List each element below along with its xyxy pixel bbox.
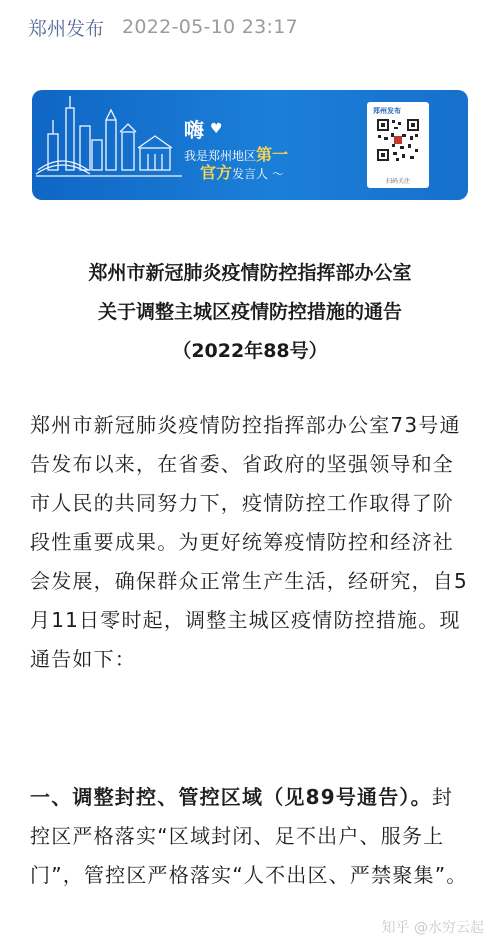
banner-greeting: 嗨 ♥ <box>184 118 223 142</box>
notice-paragraph-1: 郑州市新冠肺炎疫情防控指挥部办公室73号通告发布以来，在省委、省政府的坚强领导和全市人民的共同努力下，疫情防控工作取得了阶段性重要成果。为更好统筹疫情防控和经济社会发展，确保群众正常生产生活，经研究，自5月11日零时起，调整主城区疫情防控措施。现通告如下： <box>30 413 468 671</box>
city-skyline-illustration <box>32 90 182 200</box>
qr-code-card <box>367 102 429 188</box>
notice-title-line1: 郑州市新冠肺炎疫情防控指挥部办公室 <box>88 262 412 284</box>
publish-datetime: 2022-05-10 23:17 <box>122 16 299 38</box>
wave-icon: 〜 <box>268 167 284 181</box>
heart-icon: ♥ <box>210 120 223 137</box>
qr-code-icon <box>376 118 420 162</box>
qr-title: 郑州发布 <box>373 107 401 115</box>
account-name-link[interactable]: 郑州发布 <box>28 17 105 40</box>
zhihu-watermark: 知乎 @水穷云起 <box>381 920 484 936</box>
section-text: 封控区严格落实“区域封闭、足不出户、服务上门”，管控区严格落实“人不出区、严禁聚集”。 <box>30 785 468 887</box>
article-header <box>28 12 298 42</box>
banner-slogan-line2: 官方发言人 〜 <box>200 163 284 182</box>
banner-slogan-line1: 我是郑州地区第一 <box>184 145 289 164</box>
section-heading: 一、调整封控、管控区域（见89号通告）。 <box>30 785 432 809</box>
promo-banner <box>32 90 468 200</box>
notice-title-line3: （2022年88号） <box>172 340 328 362</box>
qr-caption: 扫码关注 <box>385 178 410 185</box>
notice-section-1 <box>30 778 470 895</box>
notice-title-line2: 关于调整主城区疫情防控措施的通告 <box>97 301 402 323</box>
